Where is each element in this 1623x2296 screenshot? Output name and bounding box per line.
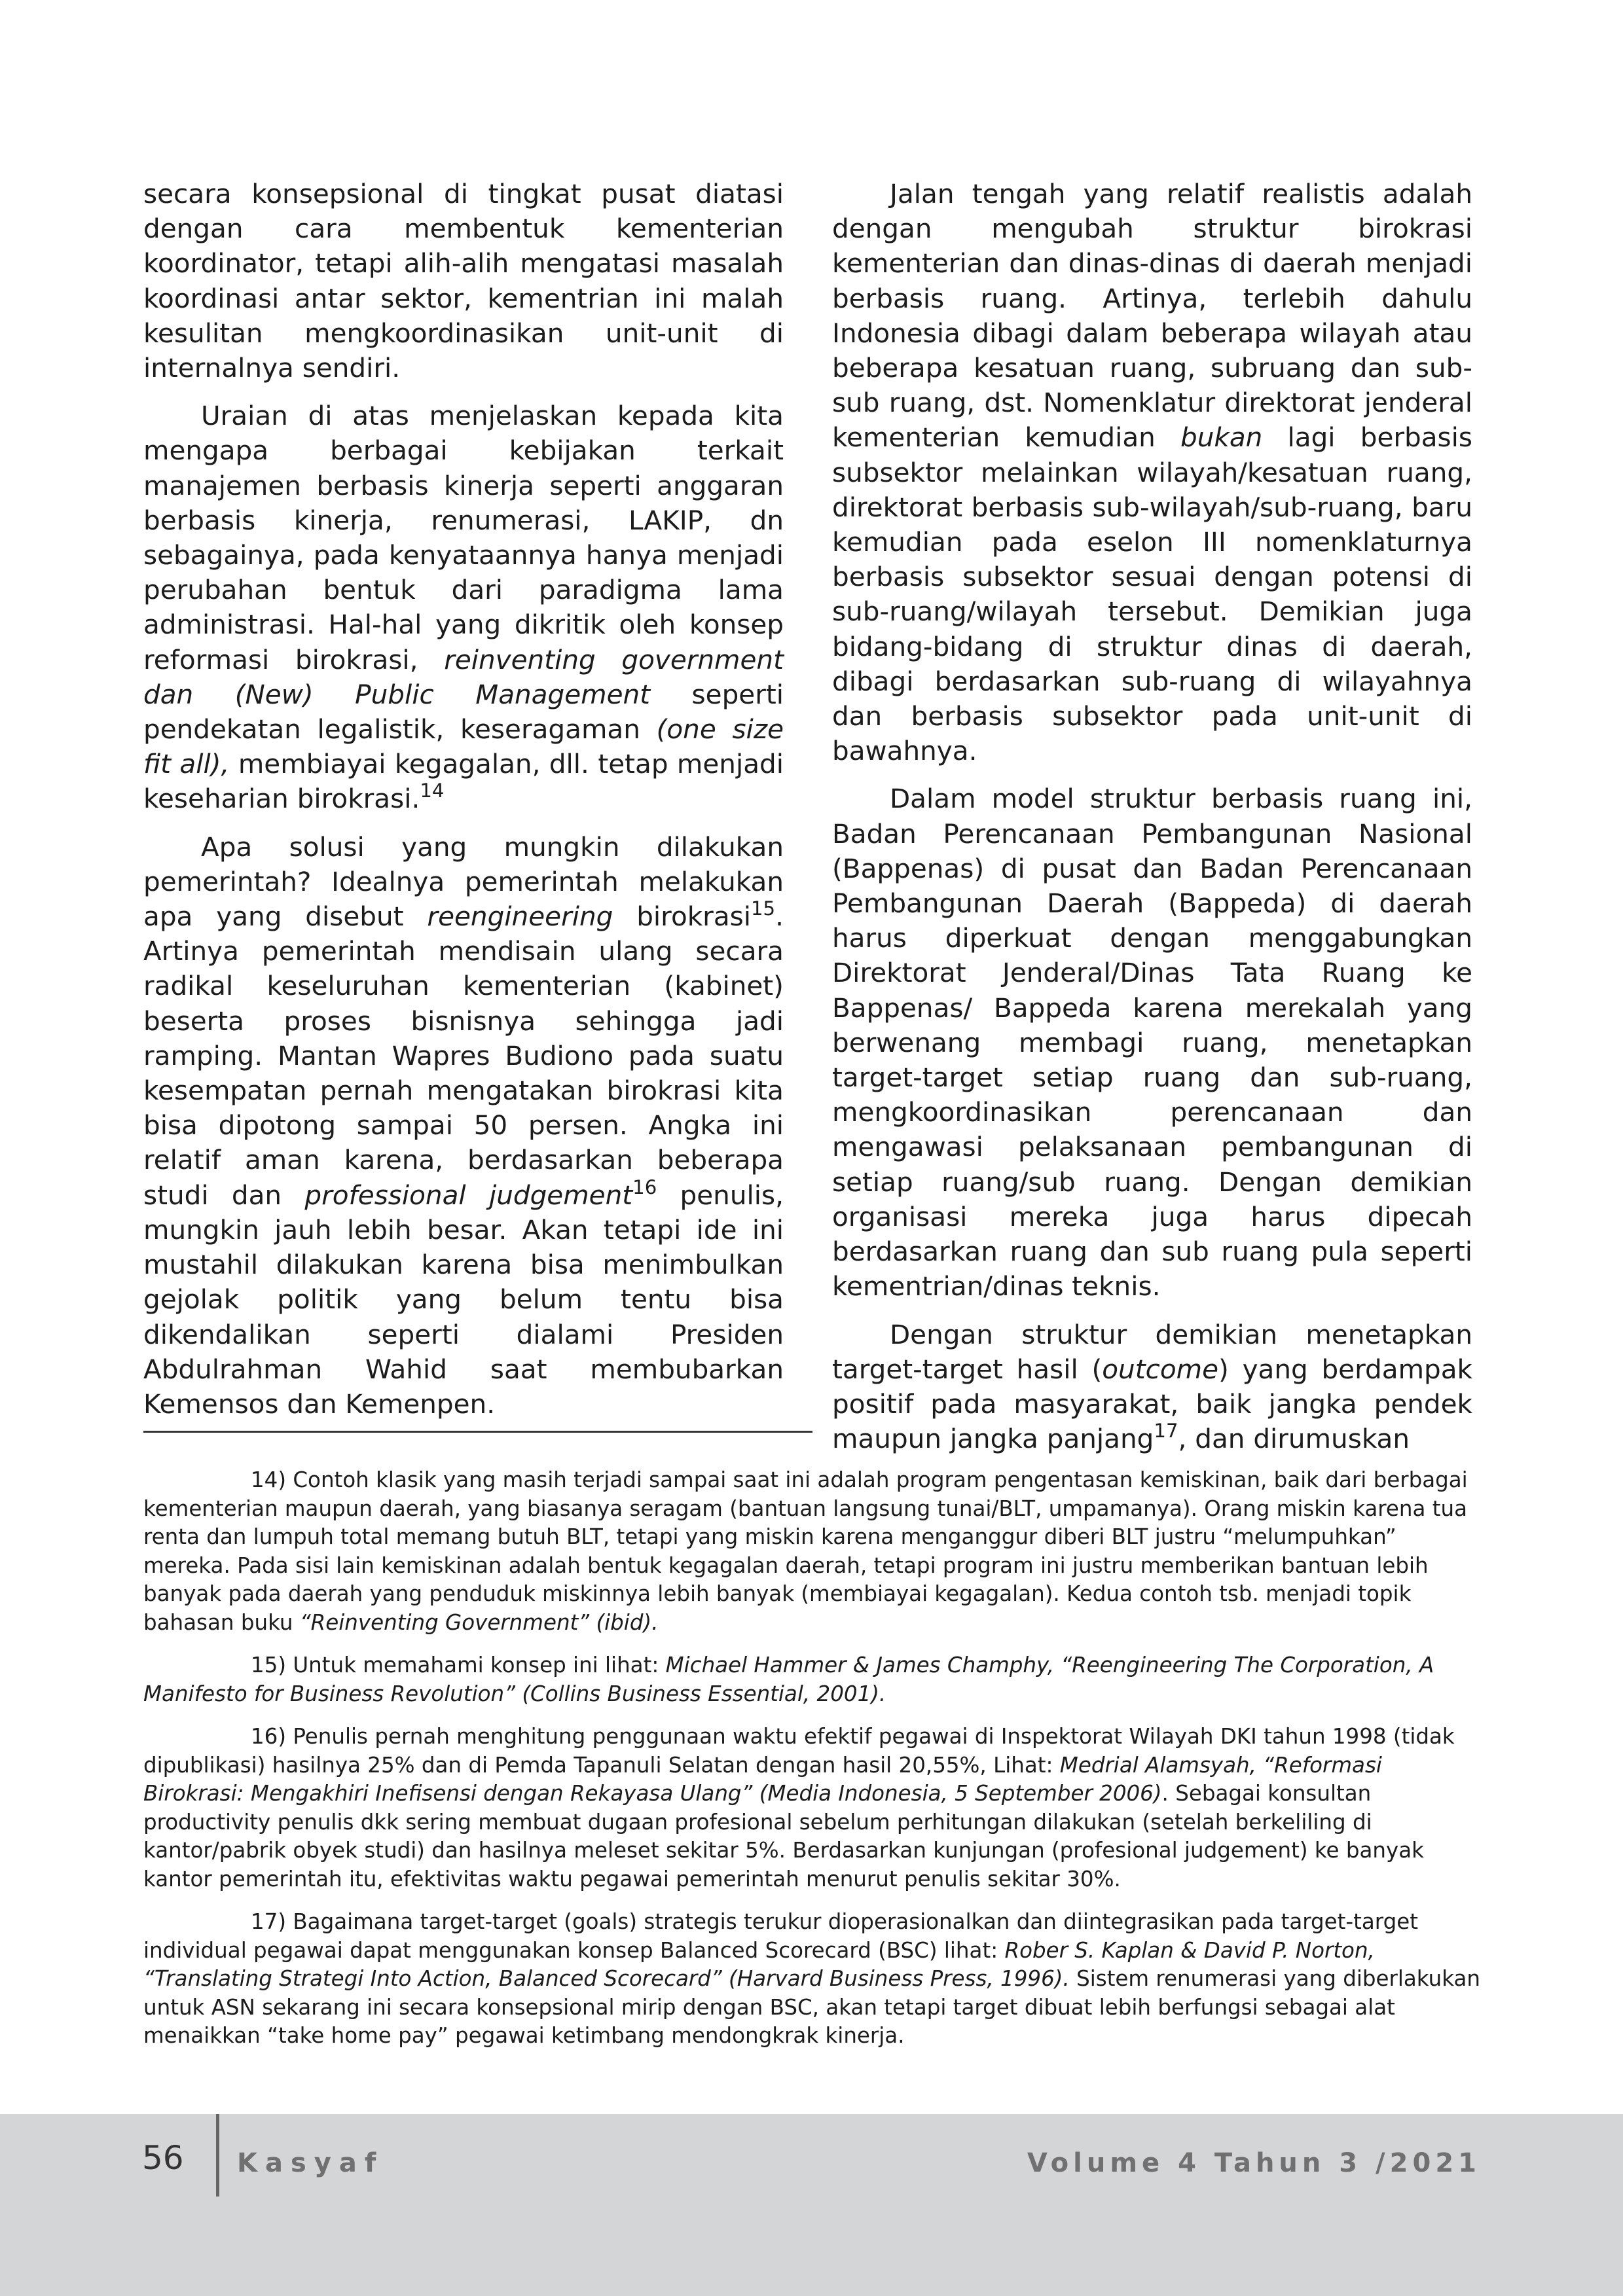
footnote-divider	[143, 1431, 812, 1433]
footnote-text: 14) Contoh klasik yang masih terjadi sampai saat ini adalah program pengentasan kemiskinan, baik dari berbagai kementerian maupun daerah, yang biasanya seragam (bantuan langsung tunai/BLT, umpamanya). Orang miskin karena tua renta dan lumpuh total memang butuh BLT, tetapi yang miskin karena menganggur diberi BLT justru “melumpuhkan” mereka. Pada sisi lain kemiskinan adalah bentuk kegagalan daerah, tetapi program ini justru memberikan bantuan lebih banyak pada daerah yang penduduk miskinnya lebih banyak (membiayai kegagalan). Kedua contoh tsb. menjadi topik bahasan buku	[143, 1467, 1468, 1635]
paragraph-text: , dan dirumuskan	[1178, 1423, 1410, 1455]
footer-divider	[216, 2114, 219, 2197]
page-number: 56	[142, 2139, 184, 2177]
paragraph-text: . Artinya pemerintah mendisain ulang secara radikal keseluruhan kementerian (kabinet) beserta proses bisnisnya sehingga jadi ramping. Mantan Wapres Budiono pada suatu kesempatan pernah mengatakan birokrasi kita bisa dipotong sampai 50 persen. Angka ini relatif aman karena, berdasarkan beberapa studi dan	[143, 901, 784, 1211]
footnote-ref: 15	[751, 897, 776, 920]
italic-term: outcome	[1102, 1353, 1219, 1385]
footnote-15	[143, 1651, 1480, 1708]
paragraph-text: Apa solusi yang mungkin dilakukan pemerintah? Idealnya pemerintah melakukan apa yang disebut	[143, 831, 784, 933]
paragraph-text: seperti pendekatan legalistik, keseragaman	[143, 678, 784, 745]
footnote-citation: Rober S. Kaplan & David P. Norton, “Translating Strategi Into Action, Balanced Scorecard” (Harvard Business Press, 1996).	[143, 1937, 1375, 1991]
footnote-ref: 17	[1154, 1420, 1178, 1443]
paragraph	[832, 781, 1472, 1304]
paragraph	[832, 177, 1472, 768]
italic-term: (one size fit all),	[143, 713, 784, 780]
issue-info: Volume 4 Tahun 3 /2021	[1027, 2148, 1481, 2178]
footnote-citation: Michael Hammer & James Champhy, “Reengineering The Corporation, A Manifesto for Business Revolution” (Collins Business Essential, 2001).	[143, 1653, 1434, 1706]
footnote-14	[143, 1466, 1480, 1637]
journal-name: Kasyaf	[237, 2148, 384, 2178]
paragraph-text: Uraian di atas menjelaskan kepada kita mengapa berbagai kebijakan terkait manajemen berbasis kinerja seperti anggaran berbasis kinerja, renumerasi, LAKIP, dn sebagainya, pada kenyataannya hanya menjadi perubahan bentuk dari paradigma lama administrasi. Hal-hal yang dikritik oleh konsep reformasi birokrasi,	[143, 400, 784, 675]
paragraph	[143, 177, 784, 386]
paragraph-text: Dalam model struktur berbasis ruang ini, Badan Perencanaan Pembangunan Nasional (Bappenas) di pusat dan Badan Perencanaan Pembangunan Daerah (Bappeda) di daerah harus diperkuat dengan menggabungkan Direktorat Jenderal/Dinas Tata Ruang ke Bappenas/ Bappeda karena merekalah yang berwenang membagi ruang, menetapkan target-target setiap ruang dan sub-ruang, mengkoordinasikan perencanaan dan mengawasi pelaksanaan pembangunan di setiap ruang/sub ruang. Dengan demikian organisasi mereka juga harus dipecah berdasarkan ruang dan sub ruang pula seperti kementrian/dinas teknis.	[832, 783, 1472, 1302]
paragraph	[143, 399, 784, 816]
page-footer	[0, 2114, 1623, 2296]
paragraph-text: Dengan struktur demikian menetapkan target-target hasil (	[832, 1318, 1472, 1385]
footnote-citation: Medrial Alamsyah, “Reformasi Birokrasi: Mengakhiri Inefisensi dengan Rekayasa Ulang” (Media Indonesia, 5 September 2006)	[143, 1752, 1382, 1806]
paragraph-text: penulis, mungkin jauh lebih besar. Akan tetapi ide ini mustahil dilakukan karena bisa menimbulkan gejolak politik yang belum tentu bisa dikendalikan seperti dialami Presiden Abdulrahman Wahid saat membubarkan Kemensos dan Kemenpen.	[143, 1179, 784, 1420]
footnote-ref: 16	[632, 1175, 657, 1198]
italic-term: reinventing government dan (New) Public Management	[143, 643, 784, 710]
right-column	[832, 177, 1472, 1469]
footnotes	[143, 1466, 1480, 2065]
left-column	[143, 177, 784, 1435]
paragraph-text: membiayai kegagalan, dll. tetap menjadi keseharian birokrasi.	[143, 748, 784, 815]
footnote-text: 17) Bagaimana target-target (goals) strategis terukur dioperasionalkan dan diintegrasikan pada target-target individual pegawai dapat menggunakan konsep Balanced Scorecard (BSC) lihat:	[143, 1909, 1418, 1963]
paragraph-text: secara konsepsional di tingkat pusat diatasi dengan cara membentuk kementerian koordinator, tetapi alih-alih mengatasi masalah koordinasi antar sektor, kementrian ini malah kesulitan mengkoordinasikan unit-unit di internalnya sendiri.	[143, 178, 784, 384]
footnote-16	[143, 1723, 1480, 1893]
paragraph-text: Jalan tengah yang relatif realistis adalah dengan mengubah struktur birokrasi kementerian dan dinas-dinas di daerah menjadi berbasis ruang. Artinya, terlebih dahulu Indonesia dibagi dalam beberapa wilayah atau beberapa kesatuan ruang, subruang dan sub-sub ruang, dst. Nomenklatur direktorat jenderal kementerian kemudian	[832, 178, 1472, 454]
footnote-17	[143, 1908, 1480, 2051]
italic-term: reengineering	[427, 901, 613, 933]
footnote-ref: 14	[420, 780, 445, 802]
paragraph-text: ) yang berdampak positif pada masyarakat, baik jangka pendek maupun jangka panjang	[832, 1353, 1472, 1455]
paragraph	[832, 1318, 1472, 1457]
footnote-citation: “Reinventing Government” (ibid).	[299, 1609, 659, 1635]
paragraph	[143, 830, 784, 1422]
footnote-text: . Sebagai konsultan productivity penulis dkk sering membuat dugaan profesional sebelum perhitungan dilakukan (setelah berkeliling di kantor/pabrik obyek studi) dan hasilnya meleset sekitar 5%. Berdasarkan kunjungan (profesional judgement) ke banyak kantor pemerintah itu, efektivitas waktu pegawai pemerintah menurut penulis sekitar 30%.	[143, 1781, 1424, 1892]
paragraph-text: birokrasi	[613, 901, 751, 933]
italic-term: professional judgement	[304, 1179, 633, 1211]
footnote-text: Sistem renumerasi yang diberlakukan untuk ASN sekarang ini secara konsepsional mirip dengan BSC, akan tetapi target dibuat lebih berfungsi sebagai alat menaikkan “take home pay” pegawai ketimbang mendongkrak kinerja.	[143, 1966, 1480, 2048]
paragraph-text: lagi berbasis subsektor melainkan wilayah/kesatuan ruang, direktorat berbasis sub-wilayah/sub-ruang, baru kemudian pada eselon III nomenklaturnya berbasis subsektor sesuai dengan potensi di sub-ruang/wilayah tersebut. Demikian juga bidang-bidang di struktur dinas di daerah, dibagi berdasarkan sub-ruang di wilayahnya dan berbasis subsektor pada unit-unit di bawahnya.	[832, 422, 1472, 767]
footnote-text: 16) Penulis pernah menghitung penggunaan waktu efektif pegawai di Inspektorat Wilayah DKI tahun 1998 (tidak dipublikasi) hasilnya 25% dan di Pemda Tapanuli Selatan dengan hasil 20,55%, Lihat:	[143, 1724, 1455, 1778]
italic-term: bukan	[1180, 422, 1263, 454]
footnote-text: 15) Untuk memahami konsep ini lihat:	[251, 1653, 666, 1677]
